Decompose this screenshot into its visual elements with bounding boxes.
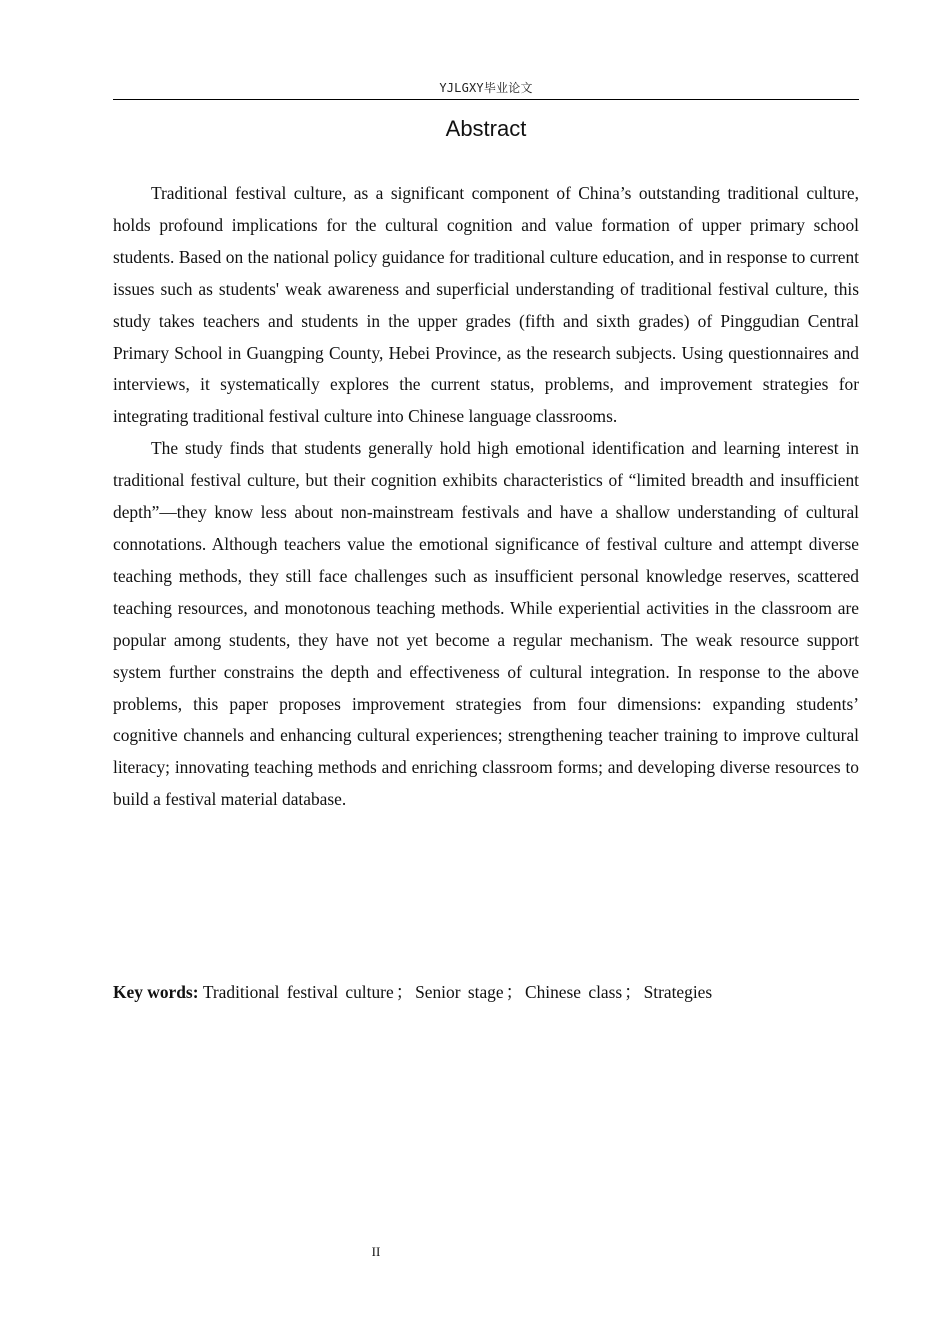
keywords-line (113, 976, 859, 1008)
keyword-separator: ； (395, 982, 414, 1002)
header-rule (113, 99, 859, 100)
keyword-item: Traditional festival culture (202, 982, 394, 1002)
keyword-item: Chinese class (524, 982, 623, 1002)
keyword-separator: ； (624, 982, 642, 1002)
abstract-paragraph-1: Traditional festival culture, as a significant component of China’s outstanding traditional culture, holds profound implications for the cultural cognition and value formation of upper primary school students. Based on the national policy guidance for traditional culture education, and in response to current issues such as students' weak awareness and superficial understanding of traditional festival culture, this study takes teachers and students in the upper grades (fifth and sixth grades) of Pinggudian Central Primary School in Guangping County, Hebei Province, as the research subjects. Using questionnaires and interviews, it systematically explores the current status, problems, and improvement strategies for integrating traditional festival culture into Chinese language classrooms. (113, 183, 859, 427)
keywords-label: Key words: (113, 982, 199, 1002)
abstract-title: Abstract (445, 116, 527, 141)
page-number: II (371, 1244, 381, 1259)
running-header: YJLGXY毕业论文 (439, 81, 533, 95)
keyword-item: Senior stage (415, 982, 504, 1002)
keyword-separator: ； (505, 982, 523, 1002)
keyword-item: Strategies (643, 982, 713, 1002)
abstract-body (113, 178, 859, 816)
abstract-paragraph-2: The study finds that students generally hold high emotional identification and learning interest in traditional festival culture, but their cognition exhibits characteristics of “limited breadth and insufficient depth”—they know less about non-mainstream festivals and have a shallow understanding of cultural connotations. Although teachers value the emotional significance of festival culture and attempt diverse teaching methods, they still face challenges such as insufficient personal knowledge reserves, scattered teaching resources, and monotonous teaching methods. While experiential activities in the classroom are popular among students, they have not yet become a regular mechanism. The weak resource support system further constrains the depth and effectiveness of cultural integration. In response to the above problems, this paper proposes improvement strategies from four dimensions: expanding students’ cognitive channels and enhancing cultural experiences; strengthening teacher training to improve cultural literacy; innovating teaching methods and enriching classroom forms; and developing diverse resources to build a festival material database. (113, 438, 859, 810)
